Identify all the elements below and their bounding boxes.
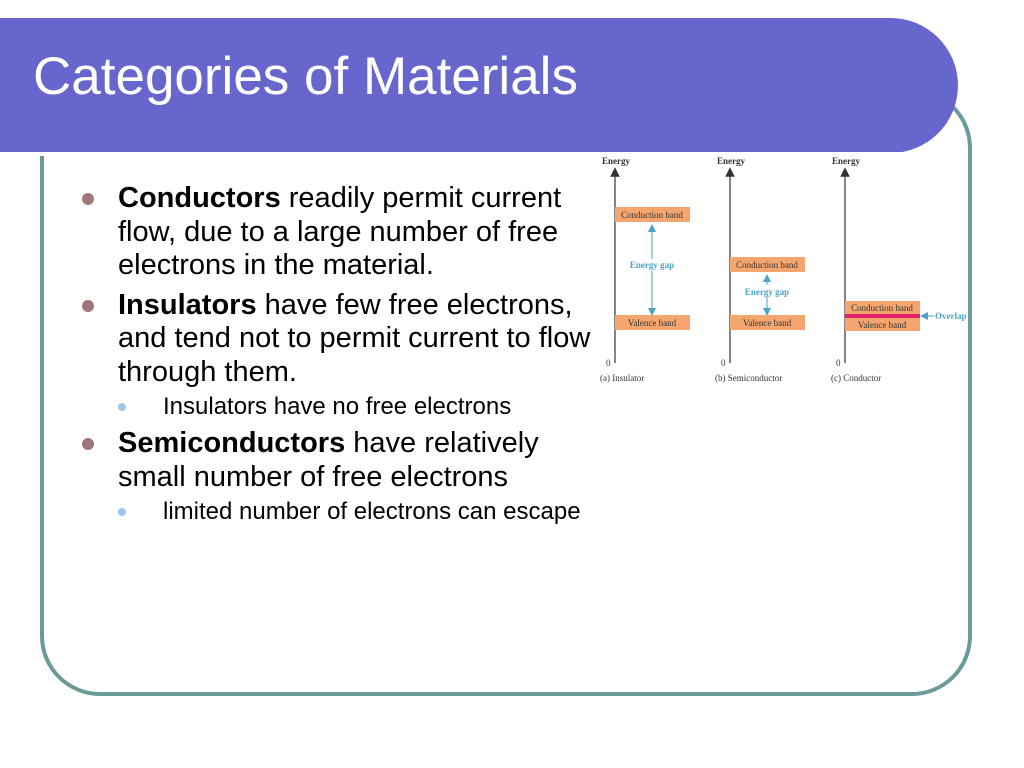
energy-axis-label: Energy bbox=[717, 156, 745, 166]
valence-band-label: Valence band bbox=[857, 320, 907, 330]
bullet-dot bbox=[82, 193, 94, 205]
bullet-text: readily permit current flow, due to a large number of free electrons in the material. bbox=[118, 182, 562, 281]
bullet-dot bbox=[82, 300, 94, 312]
bullet-text: have relatively small number of free electrons bbox=[118, 427, 539, 493]
bullet-text: have few free electrons, and tend not to permit current to flow through them. bbox=[118, 288, 591, 388]
sub-bullet-list bbox=[118, 498, 592, 526]
bullet-semiconductors bbox=[82, 427, 592, 526]
zero-label: 0 bbox=[606, 358, 611, 368]
valence-band-label: Valence band bbox=[742, 318, 792, 328]
caption-semiconductor: (b) Semiconductor bbox=[715, 373, 783, 383]
semiconductor-panel bbox=[715, 156, 805, 383]
valence-band-label: Valence band bbox=[627, 318, 677, 328]
sub-bullet bbox=[118, 393, 592, 421]
slide-title: Categories of Materials bbox=[33, 47, 578, 106]
insulator-panel bbox=[600, 156, 690, 383]
sub-bullet bbox=[118, 498, 592, 526]
overlap-label: Overlap bbox=[935, 311, 967, 321]
energy-axis-label: Energy bbox=[832, 156, 860, 166]
sub-bullet-text: Insulators have no free electrons bbox=[163, 393, 512, 420]
sub-bullet-dot bbox=[118, 403, 126, 411]
energy-gap-label: Energy gap bbox=[629, 260, 675, 270]
bullet-conductors bbox=[82, 182, 592, 283]
sub-bullet-text: limited number of electrons can escape bbox=[163, 498, 581, 525]
bullet-term: Semiconductors bbox=[118, 427, 346, 459]
zero-label: 0 bbox=[836, 358, 841, 368]
caption-insulator: (a) Insulator bbox=[600, 373, 645, 383]
conduction-band-label: Conduction band bbox=[621, 210, 683, 220]
sub-bullet-list bbox=[118, 393, 592, 421]
energy-band-diagram bbox=[594, 150, 974, 390]
conduction-band-label: Conduction band bbox=[851, 303, 913, 313]
energy-axis-label: Energy bbox=[602, 156, 630, 166]
bullet-term: Insulators bbox=[118, 288, 257, 321]
bullet-term: Conductors bbox=[118, 182, 281, 214]
bullet-insulators bbox=[82, 289, 592, 422]
bullet-list bbox=[82, 182, 592, 532]
zero-label: 0 bbox=[721, 358, 726, 368]
energy-gap-label: Energy gap bbox=[744, 287, 790, 297]
caption-conductor: (c) Conductor bbox=[831, 373, 882, 383]
bullet-dot bbox=[82, 438, 94, 450]
sub-bullet-dot bbox=[118, 508, 126, 516]
conductor-panel bbox=[831, 156, 967, 383]
overlap-strip bbox=[845, 314, 920, 318]
conduction-band-label: Conduction band bbox=[736, 260, 798, 270]
